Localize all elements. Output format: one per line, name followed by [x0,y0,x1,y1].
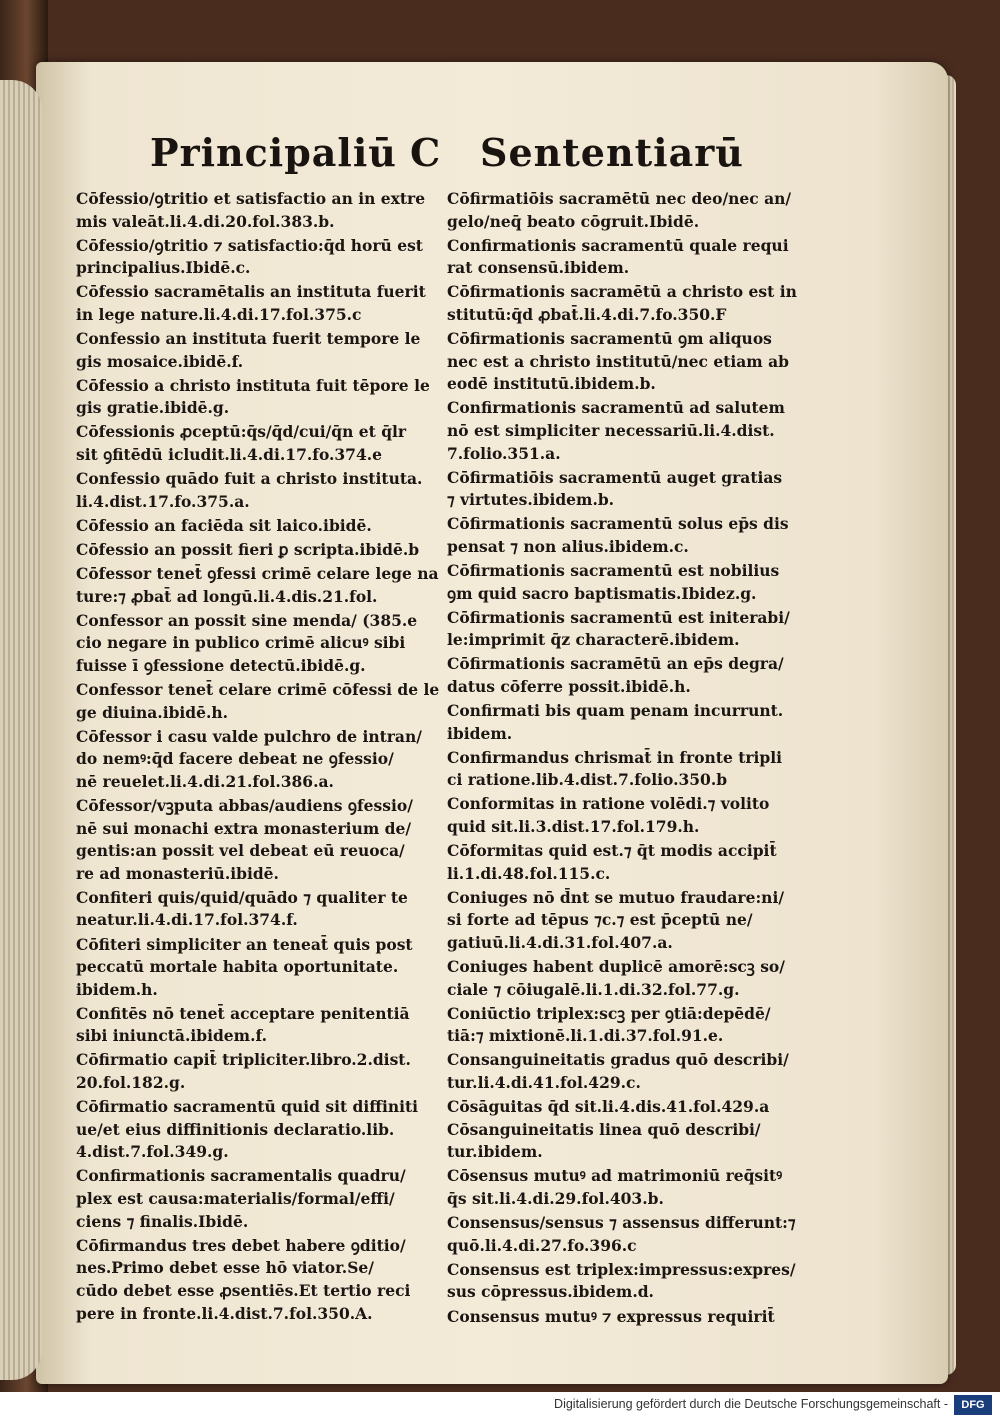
entry-line: Cōfirmationis sacramentū est initerabi/ [447,607,790,627]
entry-continuation-line: datus cōferre possit.ibidē.h. [447,676,691,696]
entry-continuation-line: cūdo debet esse ꝓsentiēs.Et tertio reci [76,1280,411,1300]
entry-line: Confessor tenet̄ celare crimē cōfessi de le [76,679,440,699]
entry-line: Cōfirmatio sacramentū quid sit diffiniti [76,1097,419,1117]
entry-continuation-line: li.4.dist.17.fo.375.a. [76,491,250,511]
index-entry [76,795,431,885]
index-entry [447,747,792,792]
entry-line: Cōfirmatiōis sacramentū auget gratias [447,467,783,487]
entry-line: Conformitas in ratione volēdi.⁊ volito [447,794,770,814]
funding-notice: Digitalisierung gefördert durch die Deutsche Forschungsgemeinschaft - [554,1397,948,1411]
index-entry [447,513,792,558]
index-entry [76,679,440,724]
entry-line: Cōfirmandus tres debet habere ꝯditio/ [76,1235,406,1255]
entry-line: Cōfessio/ꝯtritio ⁊ satisfactio:q̄d horū est [76,235,423,255]
index-entry [447,1212,796,1257]
index-entry [76,539,431,562]
entry-continuation-line: re ad monasteriū.ibidē. [76,863,279,883]
entry-line: Coniūctio triplex:scꝫ per ꝯtiā:depēdē/ [447,1003,771,1023]
entry-continuation-line: pere in fronte.li.4.dist.7.fol.350.A. [76,1303,373,1323]
index-entry [447,700,792,745]
index-entry [76,1235,431,1325]
index-entry [76,328,431,373]
entry-continuation-line: nec est a christo institutū/nec etiam ab [447,351,789,371]
index-entry [76,421,431,466]
entry-continuation-line: li.1.di.48.fol.115.c. [447,863,611,883]
entry-continuation-line: in lege nature.li.4.di.17.fol.375.c [76,304,362,324]
index-entry [76,468,431,513]
entry-line: Consensus mutuꝰ ⁊ expressus requirit̄ [447,1306,775,1326]
entry-continuation-line: 20.fol.182.g. [76,1073,186,1093]
entry-continuation-line: q̄s sit.li.4.di.29.fol.403.b. [447,1189,664,1209]
entry-continuation-line: ꝯm quid sacro baptismatis.Ibidez.g. [447,583,757,603]
entry-continuation-line: gis mosaice.ibidē.f. [76,351,244,371]
entry-continuation-line: cio negare in publico crimē alicuꝰ sibi [76,633,406,653]
entry-continuation-line: tur.li.4.di.41.fol.429.c. [447,1073,641,1093]
entry-continuation-line: ciale ⁊ cōiugalē.li.1.di.32.fol.77.g. [447,979,740,999]
entry-continuation-line: sus cōpressus.ibidem.d. [447,1282,654,1302]
entry-line: Confirmationis sacramentalis quadru/ [76,1166,406,1186]
entry-line: Cōfirmationis sacramētū a christo est in [447,282,797,302]
entry-line: Cōfessor/vꝫputa abbas/audiens ꝯfessio/ [76,795,413,815]
header-right-word: Sententiarū [480,130,744,175]
entry-continuation-line: pensat ⁊ non alius.ibidem.c. [447,536,689,556]
entry-line: Cōfessio a christo instituta fuit tēpore le [76,375,430,395]
entry-continuation-line: ge diuina.ibidē.h. [76,702,229,722]
index-entry [447,1049,792,1094]
index-entry [76,610,431,678]
entry-continuation-line: plex est causa:materialis/formal/effi/ [76,1189,395,1209]
entry-continuation-line: ci ratione.lib.4.dist.7.folio.350.b [447,770,728,790]
index-entry [447,1306,792,1329]
index-entry [76,1096,431,1164]
entry-line: Consensus est triplex:impressus:expres/ [447,1259,796,1279]
entry-line: Confirmandus chrismat̄ in fronte tripli [447,747,783,767]
entry-continuation-line: sit ꝯfitēdū icludit.li.4.di.17.fo.374.e [76,445,383,465]
index-entry [76,1049,431,1094]
entry-continuation-line: gelo/neq̄ beato cōgruit.Ibidē. [447,211,700,231]
entry-line: Consensus/sensus ⁊ assensus differunt:⁊ [447,1213,796,1233]
entry-line: Cōfessor tenet̄ ꝯfessi crimē celare lege na [76,564,439,583]
entry-continuation-line: sibi iniunctā.ibidem.f. [76,1026,267,1046]
index-entry [447,1259,796,1304]
entry-line: Confirmationis sacramentū quale requi [447,235,789,255]
index-entry [447,887,792,955]
entry-continuation-line: ibidem.h. [76,979,158,999]
entry-continuation-line: ture:⁊ ꝓbat̄ ad longū.li.4.dis.21.fol. [76,586,378,606]
index-entry [447,1003,792,1048]
index-entry [76,188,431,233]
entry-continuation-line: tiā:⁊ mixtionē.li.1.di.37.fol.91.e. [447,1026,724,1046]
entry-line: Confessio an instituta fuerit tempore le [76,329,421,349]
entry-continuation-line: nes.Primo debet esse hō viator.Se/ [76,1258,374,1278]
entry-line: Cōfirmationis sacramentū ꝯm aliquos [447,329,772,349]
entry-line: Cōfiteri simpliciter an teneat̄ quis post [76,934,413,954]
index-entry [447,397,792,465]
index-entry [447,188,792,233]
entry-continuation-line: gentis:an possit vel debeat eū reuoca/ [76,841,405,861]
index-entry [447,793,792,838]
entry-line: Confiteri quis/quid/quādo ⁊ qualiter te [76,887,408,907]
entry-line: Cōfirmatio capit̄ tripliciter.libro.2.dist. [76,1050,411,1070]
entry-line: Consanguineitatis gradus quō describi/ [447,1050,789,1070]
index-entry [447,607,792,652]
entry-continuation-line: si forte ad tēpus ⁊c.⁊ est p̄ceptū ne/ [447,910,753,930]
entry-line: Confessor an possit sine menda/ (385.e [76,610,418,630]
entry-continuation-line: ue/et eius diffinitionis declaratio.lib. [76,1119,395,1139]
index-entry [447,281,797,326]
index-entry [447,840,792,885]
entry-continuation-line: quid sit.li.3.dist.17.fol.179.h. [447,817,700,837]
entry-line: Confirmationis sacramentū ad salutem [447,398,785,418]
entry-continuation-line: peccatū mortale habita oportunitate. [76,957,399,977]
entry-line: Confessio quādo fuit a christo instituta. [76,469,423,489]
index-entry [76,1003,431,1048]
index-entry [447,467,792,512]
index-entry [76,281,431,326]
entry-continuation-line: le:imprimit q̄z characterē.ibidem. [447,630,740,650]
entry-line: Confitēs nō tenet̄ acceptare penitentiā [76,1003,410,1023]
index-column-left [76,188,440,1327]
entry-line: Cōfirmationis sacramētū an ep̄s degra/ [447,654,784,674]
entry-continuation-line: rat consensū.ibidem. [447,258,630,278]
entry-line: Confirmati bis quam penam incurrunt. [447,701,784,721]
entry-line: Coniuges habent duplicē amorē:scꝫ so/ [447,957,785,977]
entry-line: Cōfirmationis sacramentū solus ep̄s dis [447,514,789,534]
index-entry [76,235,431,280]
index-entry [447,1096,792,1164]
entry-line: Coniuges nō d̄nt se mutuo fraudare:ni/ [447,887,785,907]
dfg-logo: DFG [954,1395,992,1415]
entry-continuation-line: fuisse ī ꝯfessione detectū.ibidē.g. [76,655,366,675]
entry-continuation-line: Cōsanguineitatis linea quō describi/ [447,1119,761,1139]
entry-continuation-line: nō est simpliciter necessariū.li.4.dist. [447,420,775,440]
entry-continuation-line: ciens ⁊ finalis.Ibidē. [76,1211,249,1231]
digitization-footer [0,1392,1000,1419]
entry-continuation-line: nē sui monachi extra monasterium de/ [76,818,411,838]
entry-line: Cōfirmatiōis sacramētū nec deo/nec an/ [447,189,792,208]
entry-line: Cōfessio an possit fieri ꝑ scripta.ibidē.b [76,539,420,559]
entry-line: Cōfessio sacramētalis an instituta fuerit [76,282,426,302]
index-entry [447,235,792,280]
index-column-right [447,188,797,1330]
entry-continuation-line: principalius.Ibidē.c. [76,258,251,278]
entry-continuation-line: stitutū:q̄d ꝓbat̄.li.4.di.7.fo.350.F [447,304,727,324]
entry-continuation-line: 7.folio.351.a. [447,443,561,463]
entry-continuation-line: neatur.li.4.di.17.fol.374.f. [76,910,298,930]
index-entry [76,934,431,1002]
entry-continuation-line: quō.li.4.di.27.fo.396.c [447,1235,637,1255]
entry-continuation-line: gis gratie.ibidē.g. [76,398,230,418]
entry-line: Cōsāguitas q̄d sit.li.4.dis.41.fol.429.a [447,1097,770,1117]
header-letter: C [410,130,442,175]
entry-line: Cōformitas quid est.⁊ q̄t modis accipit̄ [447,841,777,861]
entry-line: Cōsensus mutuꝰ ad matrimoniū req̄sitꝰ [447,1166,783,1186]
index-entry [76,887,431,932]
entry-line: Cōfirmationis sacramentū est nobilius [447,561,780,580]
entry-line: Cōfessio an faciēda sit laico.ibidē. [76,515,372,535]
index-entry [76,375,431,420]
index-entry [447,956,792,1001]
entry-line: Cōfessionis ꝓceptū:q̄s/q̄d/cui/q̄n et q̄lr [76,422,407,442]
facing-page-curl [0,80,42,1380]
entry-line: Cōfessor i casu valde pulchro de intran/ [76,726,422,746]
entry-continuation-line: mis valeāt.li.4.di.20.fol.383.b. [76,211,335,231]
entry-continuation-line: tur.ibidem. [447,1142,543,1162]
entry-continuation-line: eodē institutū.ibidem.b. [447,374,656,394]
index-entry [76,515,431,538]
entry-continuation-line: do nemꝰ:q̄d facere debeat ne ꝯfessio/ [76,749,394,769]
index-entry [76,563,439,608]
entry-line: Cōfessio/ꝯtritio et satisfactio an in extre [76,189,426,208]
entry-continuation-line: ibidem. [447,723,513,743]
entry-continuation-line: 4.dist.7.fol.349.g. [76,1142,229,1162]
index-entry [447,560,792,605]
header-left-word: Principaliū [150,130,397,175]
index-entry [447,328,792,396]
index-entry [447,1165,792,1210]
entry-continuation-line: ⁊ virtutes.ibidem.b. [447,490,615,510]
index-entry [447,653,792,698]
index-entry [76,1165,431,1233]
entry-continuation-line: nē reuelet.li.4.di.21.fol.386.a. [76,771,334,791]
index-entry [76,726,431,794]
running-header [150,130,744,186]
entry-continuation-line: gatiuū.li.4.di.31.fol.407.a. [447,933,673,952]
